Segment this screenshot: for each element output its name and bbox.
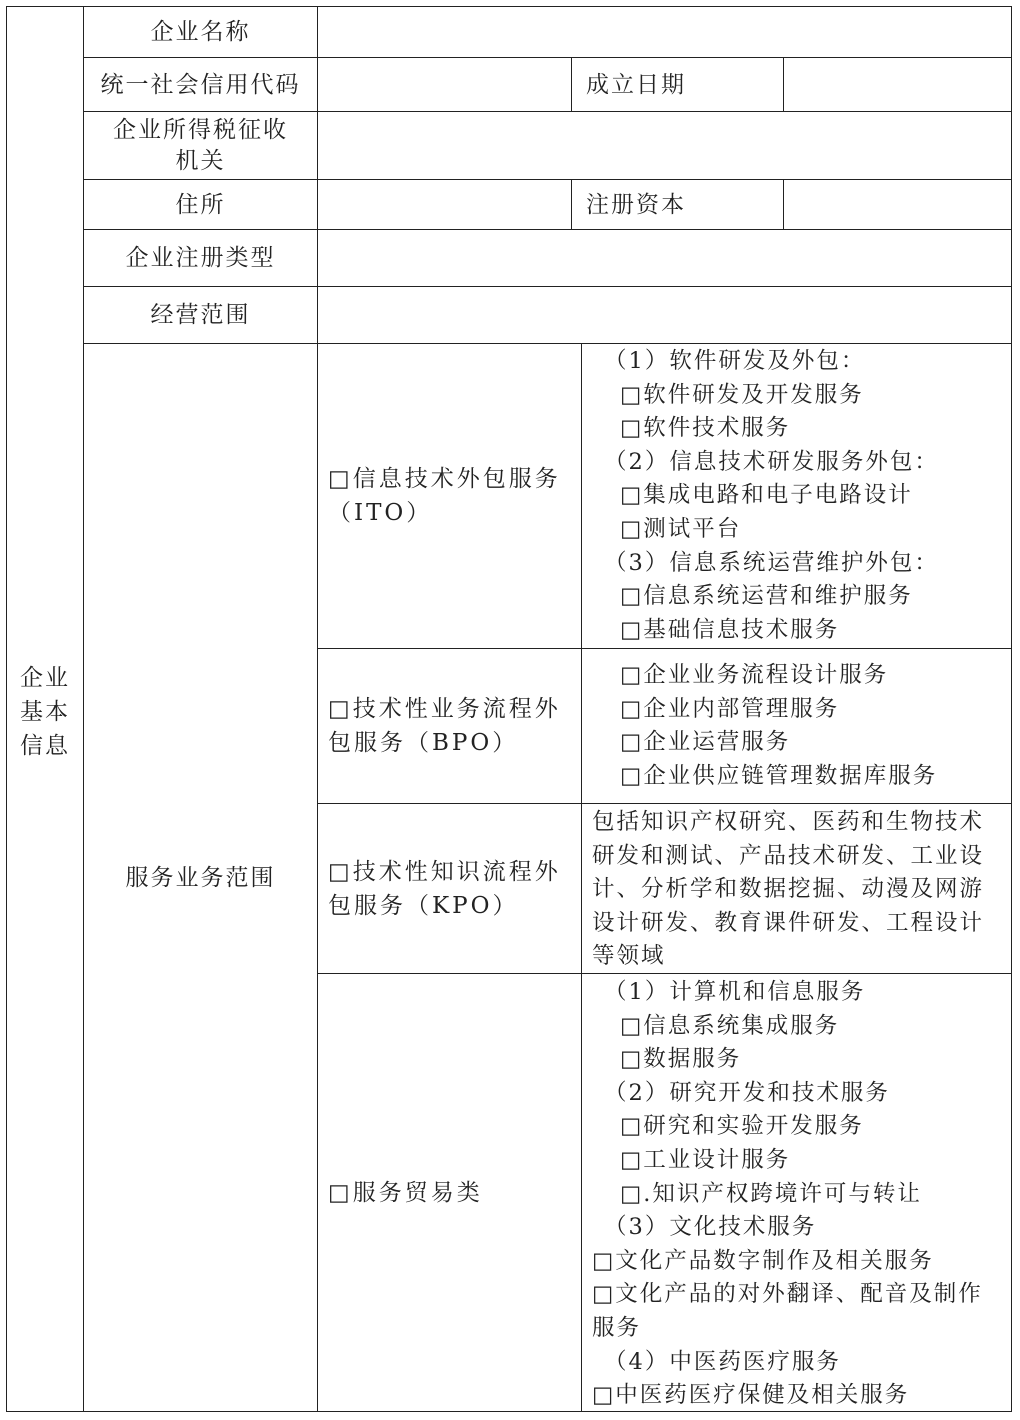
list-item-checkbox[interactable]: □信息系统运营和维护服务 xyxy=(620,583,913,610)
list-item-checkbox[interactable]: □测试平台 xyxy=(620,515,742,542)
credit-code-label: 统一社会信用代码 xyxy=(100,71,301,98)
list-item-heading: （2）信息技术研发服务外包： xyxy=(604,448,939,475)
service-trade-item-list xyxy=(582,976,1012,1413)
tax-authority-label: 企业所得税征收 机关 xyxy=(113,116,288,174)
list-item-checkbox[interactable]: □企业内部管理服务 xyxy=(620,695,840,722)
list-item-checkbox[interactable]: □集成电路和电子电路设计 xyxy=(620,482,913,509)
list-item-heading: （1）计算机和信息服务 xyxy=(604,979,866,1005)
business-scope-field[interactable] xyxy=(318,287,1012,343)
list-item-checkbox[interactable]: □中医药医疗保健及相关服务 xyxy=(592,1382,910,1409)
list-item-checkbox[interactable]: □企业供应链管理数据库服务 xyxy=(620,762,938,789)
tax-authority-field[interactable] xyxy=(318,112,1012,179)
founded-date-label: 成立日期 xyxy=(586,71,686,98)
list-item-heading: （3）信息系统运营维护外包： xyxy=(604,549,939,576)
ito-item-list xyxy=(582,345,1012,647)
list-item-checkbox[interactable]: □企业业务流程设计服务 xyxy=(620,662,889,688)
category-ito-checkbox[interactable]: □信息技术外包服务 （ITO） xyxy=(328,466,561,526)
list-item-checkbox[interactable]: □软件技术服务 xyxy=(620,415,791,442)
registration-type-label: 企业注册类型 xyxy=(125,245,276,271)
registration-type-field[interactable] xyxy=(318,230,1012,286)
category-kpo-checkbox[interactable]: □技术性知识流程外 包服务（KPO） xyxy=(328,858,561,919)
list-item-checkbox[interactable]: □数据服务 xyxy=(620,1046,742,1073)
list-item-heading: （2）研究开发和技术服务 xyxy=(604,1079,890,1106)
list-item-continuation: 服务 xyxy=(592,1314,642,1341)
company-name-label: 企业名称 xyxy=(150,19,251,45)
founded-date-field[interactable] xyxy=(784,58,1012,111)
kpo-description: 包括知识产权研究、医药和生物技术 研发和测试、产品技术研发、工业设 计、分析学和数据挖掘、动漫及网游 设计研发、教育课件研发、工程设计 等领域 xyxy=(592,809,985,970)
category-service-trade-checkbox[interactable]: □服务贸易类 xyxy=(328,1179,483,1206)
list-item-checkbox[interactable]: □企业运营服务 xyxy=(620,729,791,756)
address-label: 住所 xyxy=(175,191,226,218)
category-bpo-checkbox[interactable]: □技术性业务流程外 包服务（BPO） xyxy=(328,696,561,756)
list-item-checkbox[interactable]: □工业设计服务 xyxy=(620,1146,791,1173)
list-item-checkbox[interactable]: □研究和实验开发服务 xyxy=(620,1113,864,1140)
list-item-heading: （4）中医药医疗服务 xyxy=(604,1348,841,1375)
enterprise-info-form xyxy=(6,6,1012,1412)
business-scope-label: 经营范围 xyxy=(150,302,251,328)
credit-code-field[interactable] xyxy=(318,58,571,111)
list-item-checkbox[interactable]: □.知识产权跨境许可与转让 xyxy=(620,1180,922,1207)
company-name-field[interactable] xyxy=(318,7,1012,57)
list-item-checkbox[interactable]: □软件研发及开发服务 xyxy=(620,381,864,408)
address-field[interactable] xyxy=(318,180,571,229)
list-item-checkbox[interactable]: □信息系统集成服务 xyxy=(620,1012,840,1039)
list-item-checkbox[interactable]: □基础信息技术服务 xyxy=(620,616,840,643)
section-label-basic-info: 企业 基本 信息 xyxy=(20,665,70,759)
list-item-heading: （1）软件研发及外包： xyxy=(604,348,866,374)
list-item-checkbox[interactable]: □文化产品的对外翻译、配音及制作 xyxy=(592,1281,983,1308)
service-scope-label: 服务业务范围 xyxy=(125,864,276,891)
registered-capital-field[interactable] xyxy=(784,180,1012,229)
registered-capital-label: 注册资本 xyxy=(586,191,686,218)
list-item-checkbox[interactable]: □文化产品数字制作及相关服务 xyxy=(592,1247,934,1274)
bpo-item-list xyxy=(582,659,1012,793)
list-item-heading: （3）文化技术服务 xyxy=(604,1214,817,1241)
